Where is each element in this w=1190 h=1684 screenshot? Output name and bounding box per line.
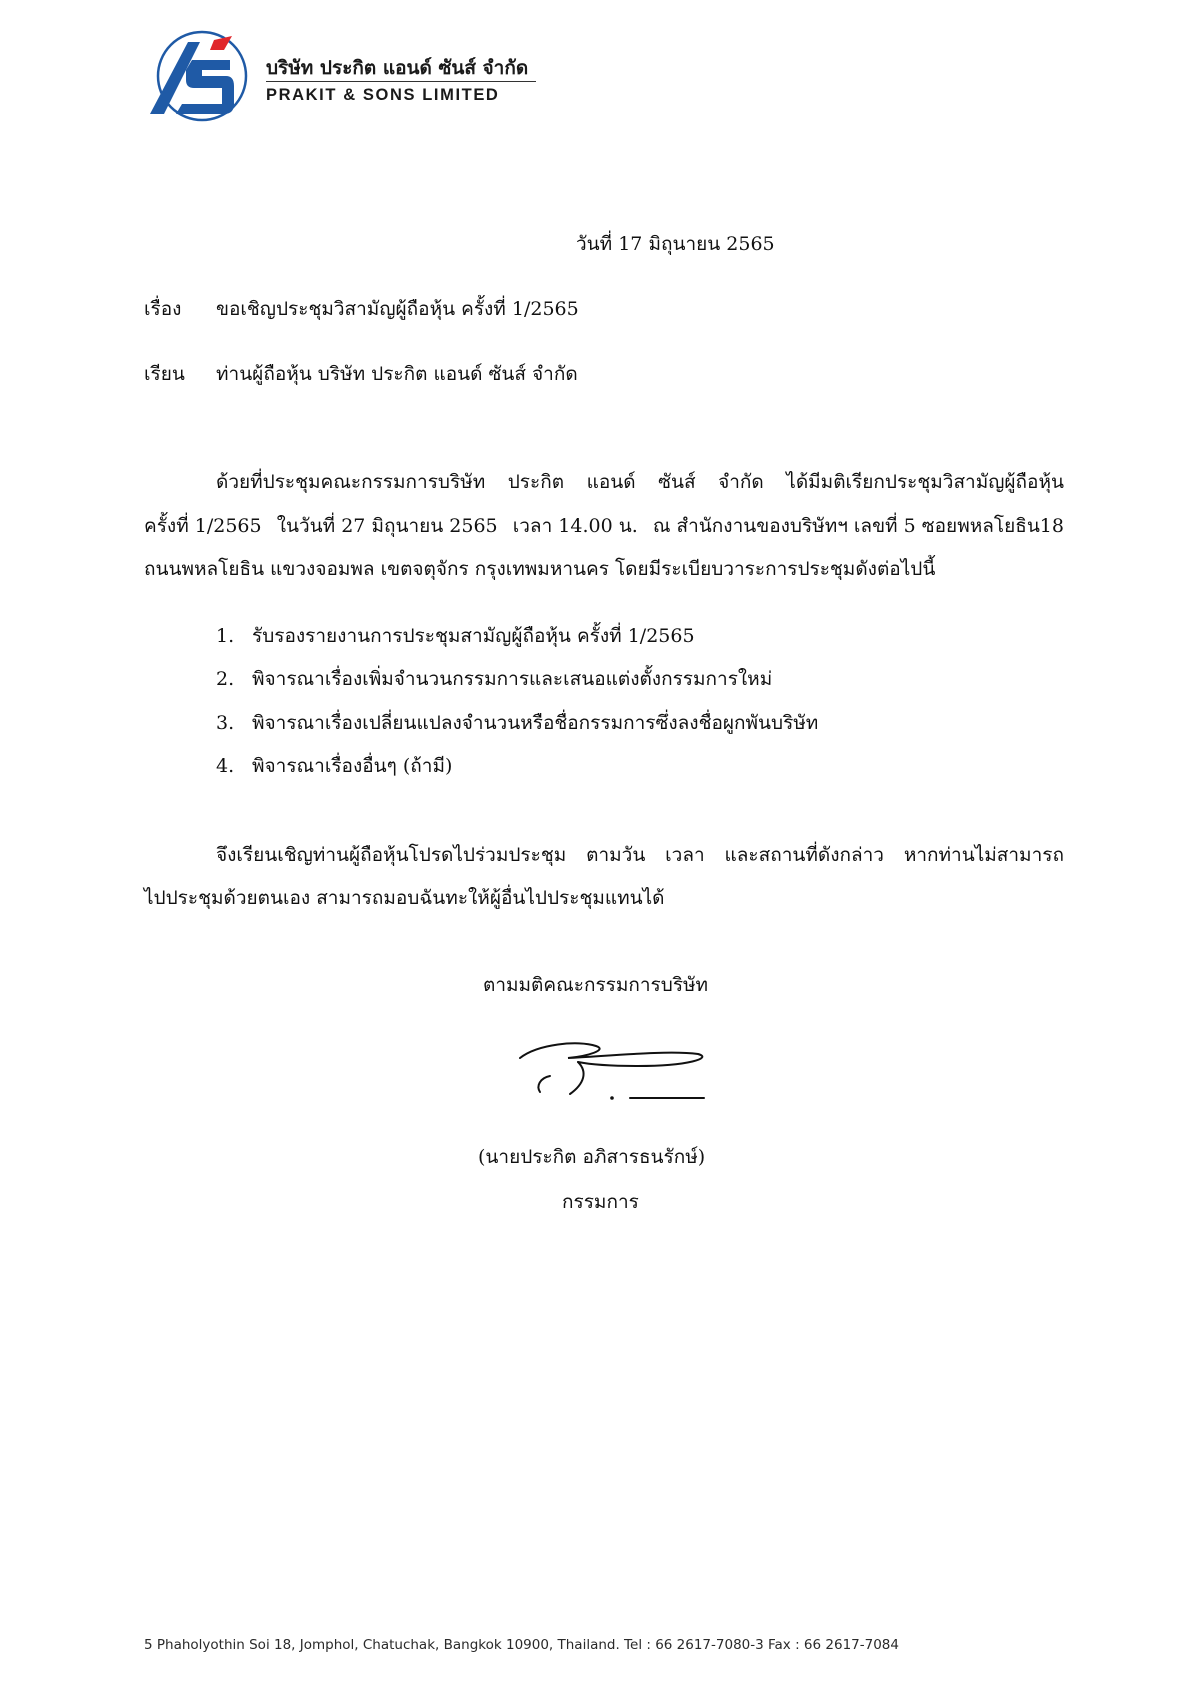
agenda-text: พิจารณาเรื่องอื่นๆ (ถ้ามี): [252, 755, 453, 777]
agenda-number: 4.: [216, 755, 235, 777]
text-segment: แอนด์: [586, 471, 636, 493]
paragraph1-line2: [144, 514, 1064, 538]
text-segment: จำกัด: [718, 471, 764, 493]
text-segment: ณ สำนักงานของบริษัทฯ เลขที่ 5 ซอยพหลโยธิน18: [652, 515, 1064, 537]
agenda-item: [216, 624, 695, 648]
signer-title: กรรมการ: [562, 1191, 639, 1213]
text-segment: เวลา: [665, 844, 705, 866]
agenda-item: [216, 754, 452, 778]
agenda-number: 2.: [216, 668, 235, 690]
text-segment: ได้มีมติเรียกประชุมวิสามัญผู้ถือหุ้น: [786, 471, 1064, 493]
text-segment: และสถานที่ดังกล่าว: [724, 844, 884, 866]
letter-date: วันที่ 17 มิถุนายน 2565: [576, 233, 775, 255]
subject-value: ขอเชิญประชุมวิสามัญผู้ถือหุ้น ครั้งที่ 1/2565: [216, 298, 579, 320]
handwritten-signature: [518, 1036, 718, 1116]
paragraph2-line1: [216, 843, 1064, 867]
company-name-english: PRAKIT & SONS LIMITED: [266, 86, 500, 104]
paragraph1-line1: [216, 470, 1064, 494]
text-segment: ซันส์: [658, 471, 696, 493]
subject-label: เรื่อง: [144, 298, 182, 320]
signer-name: (นายประกิต อภิสารธนรักษ์): [478, 1146, 706, 1168]
agenda-text: รับรองรายงานการประชุมสามัญผู้ถือหุ้น ครั้งที่ 1/2565: [252, 625, 695, 647]
text-segment: ด้วยที่ประชุมคณะกรรมการบริษัท: [216, 471, 486, 493]
closing-line: ตามมติคณะกรรมการบริษัท: [483, 974, 709, 996]
text-segment: เวลา 14.00 น.: [512, 515, 638, 537]
text-segment: จึงเรียนเชิญท่านผู้ถือหุ้นโปรดไปร่วมประชุม: [216, 844, 567, 866]
agenda-item: [216, 711, 818, 735]
agenda-number: 3.: [216, 712, 235, 734]
company-name-block: [266, 56, 536, 106]
agenda-text: พิจารณาเรื่องเพิ่มจำนวนกรรมการและเสนอแต่งตั้งกรรมการใหม่: [252, 668, 773, 690]
text-segment: ประกิต: [507, 471, 565, 493]
agenda-number: 1.: [216, 625, 235, 647]
paragraph1-line3: ถนนพหลโยธิน แขวงจอมพล เขตจตุจักร กรุงเทพมหานคร โดยมีระเบียบวาระการประชุมดังต่อไปนี้: [144, 558, 936, 580]
recipient-value: ท่านผู้ถือหุ้น บริษัท ประกิต แอนด์ ซันส์ จำกัด: [216, 363, 578, 385]
text-segment: ในวันที่ 27 มิถุนายน 2565: [276, 515, 498, 537]
recipient-label: เรียน: [144, 363, 185, 385]
text-segment: หากท่านไม่สามารถ: [903, 844, 1064, 866]
text-segment: ครั้งที่ 1/2565: [144, 515, 262, 537]
footer-address: 5 Phaholyothin Soi 18, Jomphol, Chatuchak, Bangkok 10900, Thailand. Tel : 66 2617-7080-3 Fax : 66 2617-7084: [144, 1637, 899, 1653]
text-segment: ตามวัน: [586, 844, 646, 866]
prakit-logo-icon: [144, 26, 254, 126]
agenda-item: [216, 667, 772, 691]
paragraph2-line2: ไปประชุมด้วยตนเอง สามารถมอบฉันทะให้ผู้อื่นไปประชุมแทนได้: [144, 887, 665, 909]
agenda-text: พิจารณาเรื่องเปลี่ยนแปลงจำนวนหรือชื่อกรรมการซึ่งลงชื่อผูกพันบริษัท: [252, 712, 819, 734]
company-name-thai: บริษัท ประกิต แอนด์ ซันส์ จำกัด: [266, 56, 536, 82]
